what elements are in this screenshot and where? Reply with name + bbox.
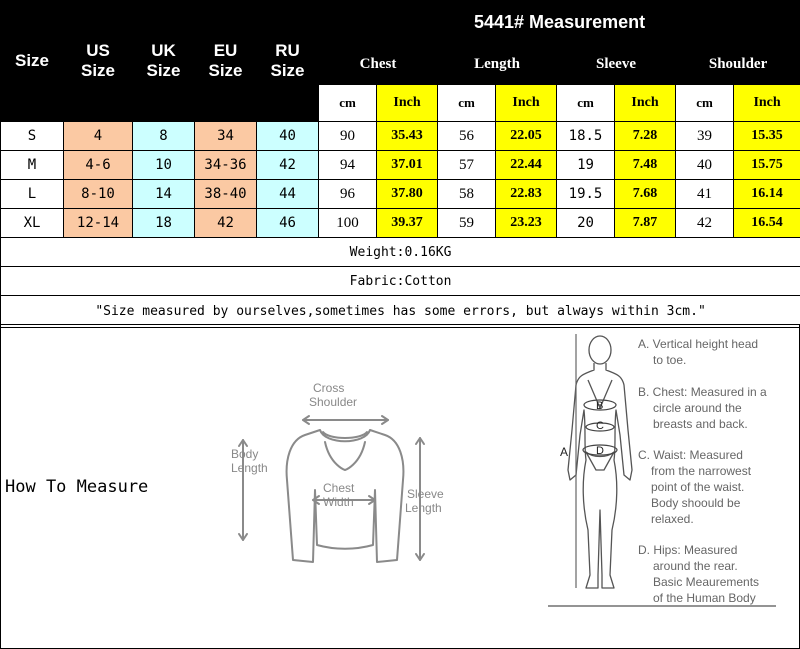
shoulder-inch-cell: 16.54 — [734, 209, 800, 238]
chest-inch-cell: 39.37 — [377, 209, 438, 238]
length-cm-cell: 59 — [438, 209, 496, 238]
unit-inch: Inch — [377, 85, 438, 122]
unit-cm: cm — [319, 85, 377, 122]
label-a: A — [560, 445, 569, 459]
shoulder-cm-cell: 41 — [676, 180, 734, 209]
eu-size-cell: 42 — [195, 209, 257, 238]
sleeve-inch-cell: 7.87 — [615, 209, 676, 238]
cross-shoulder-label: Cross — [313, 381, 345, 395]
shoulder-inch-cell: 15.35 — [734, 122, 800, 151]
eu-size-cell: 38-40 — [195, 180, 257, 209]
weight-text: Weight:0.16KG — [1, 238, 800, 267]
header-shoulder: Shoulder — [676, 45, 800, 85]
body-length-label: Body — [231, 447, 259, 461]
unit-inch: Inch — [496, 85, 557, 122]
sleeve-cm-cell: 19 — [557, 151, 615, 180]
legend-c: from the narrowest — [651, 464, 752, 478]
chest-cm-cell: 100 — [319, 209, 377, 238]
length-cm-cell: 56 — [438, 122, 496, 151]
length-cm-cell: 57 — [438, 151, 496, 180]
chest-width-label: Chest — [323, 481, 355, 495]
sleeve-inch-cell: 7.48 — [615, 151, 676, 180]
legend-c: relaxed. — [651, 512, 694, 526]
header-ru-size: RU Size — [257, 1, 319, 122]
header-eu-size: EU Size — [195, 1, 257, 122]
legend-a: to toe. — [653, 353, 687, 367]
sleeve-cm-cell: 19.5 — [557, 180, 615, 209]
garment-diagram — [225, 370, 475, 580]
chest-width-label: Width — [323, 495, 354, 509]
shoulder-inch-cell: 16.14 — [734, 180, 800, 209]
eu-size-cell: 34 — [195, 122, 257, 151]
size-cell: XL — [1, 209, 64, 238]
header-chest: Chest — [319, 45, 438, 85]
legend-d: around the rear. — [653, 559, 738, 573]
legend-d: Basic Meaurements — [653, 575, 760, 589]
sleeve-length-label: Length — [405, 501, 442, 515]
table-row — [1, 122, 800, 151]
sleeve-length-label: Sleeve — [407, 487, 444, 501]
ru-size-cell: 44 — [257, 180, 319, 209]
length-inch-cell: 22.44 — [496, 151, 557, 180]
length-inch-cell: 22.05 — [496, 122, 557, 151]
label-c: C — [596, 420, 604, 432]
shoulder-cm-cell: 42 — [676, 209, 734, 238]
size-cell: M — [1, 151, 64, 180]
how-to-measure-label: How To Measure — [5, 477, 149, 497]
ru-size-cell: 46 — [257, 209, 319, 238]
cross-shoulder-label: Shoulder — [309, 395, 358, 409]
length-inch-cell: 23.23 — [496, 209, 557, 238]
disclaimer-note: "Size measured by ourselves,sometimes has some errors, but always within 3cm." — [1, 296, 800, 328]
sleeve-cm-cell: 18.5 — [557, 122, 615, 151]
shoulder-cm-cell: 40 — [676, 151, 734, 180]
size-cell: L — [1, 180, 64, 209]
legend-c: C. Waist: Measured — [638, 448, 743, 462]
chest-cm-cell: 96 — [319, 180, 377, 209]
uk-size-cell: 18 — [133, 209, 195, 238]
unit-inch: Inch — [734, 85, 800, 122]
size-cell: S — [1, 122, 64, 151]
ru-size-cell: 42 — [257, 151, 319, 180]
length-inch-cell: 22.83 — [496, 180, 557, 209]
length-cm-cell: 58 — [438, 180, 496, 209]
sleeve-cm-cell: 20 — [557, 209, 615, 238]
shoulder-cm-cell: 39 — [676, 122, 734, 151]
ru-size-cell: 40 — [257, 122, 319, 151]
unit-cm: cm — [438, 85, 496, 122]
table-row — [1, 209, 800, 238]
legend-c: point of the waist. — [651, 480, 745, 494]
shoulder-inch-cell: 15.75 — [734, 151, 800, 180]
uk-size-cell: 14 — [133, 180, 195, 209]
body-length-label: Length — [231, 461, 268, 475]
sleeve-inch-cell: 7.28 — [615, 122, 676, 151]
chest-cm-cell: 94 — [319, 151, 377, 180]
legend-b: breasts and back. — [653, 417, 748, 431]
table-title: 5441# Measurement — [319, 1, 800, 45]
us-size-cell: 12-14 — [64, 209, 133, 238]
unit-cm: cm — [557, 85, 615, 122]
chest-inch-cell: 37.80 — [377, 180, 438, 209]
legend-d: of the Human Body — [653, 591, 756, 605]
legend-d: D. Hips: Measured — [638, 543, 738, 557]
uk-size-cell: 8 — [133, 122, 195, 151]
eu-size-cell: 34-36 — [195, 151, 257, 180]
legend-a: A. Vertical height head — [638, 337, 759, 351]
us-size-cell: 8-10 — [64, 180, 133, 209]
table-row — [1, 180, 800, 209]
table-row — [1, 151, 800, 180]
us-size-cell: 4-6 — [64, 151, 133, 180]
chest-cm-cell: 90 — [319, 122, 377, 151]
us-size-cell: 4 — [64, 122, 133, 151]
body-diagram — [548, 330, 793, 608]
header-length: Length — [438, 45, 557, 85]
legend-b: B. Chest: Measured in a — [638, 385, 767, 399]
header-size: Size — [1, 1, 64, 122]
unit-inch: Inch — [615, 85, 676, 122]
fabric-text: Fabric:Cotton — [1, 267, 800, 296]
label-b: B — [596, 400, 604, 412]
unit-cm: cm — [676, 85, 734, 122]
sleeve-inch-cell: 7.68 — [615, 180, 676, 209]
header-us-size: US Size — [64, 1, 133, 122]
chest-inch-cell: 37.01 — [377, 151, 438, 180]
legend-b: circle around the — [653, 401, 742, 415]
header-sleeve: Sleeve — [557, 45, 676, 85]
label-d: D — [596, 445, 604, 457]
chest-inch-cell: 35.43 — [377, 122, 438, 151]
header-uk-size: UK Size — [133, 1, 195, 122]
legend-c: Body shoould be — [651, 496, 741, 510]
uk-size-cell: 10 — [133, 151, 195, 180]
